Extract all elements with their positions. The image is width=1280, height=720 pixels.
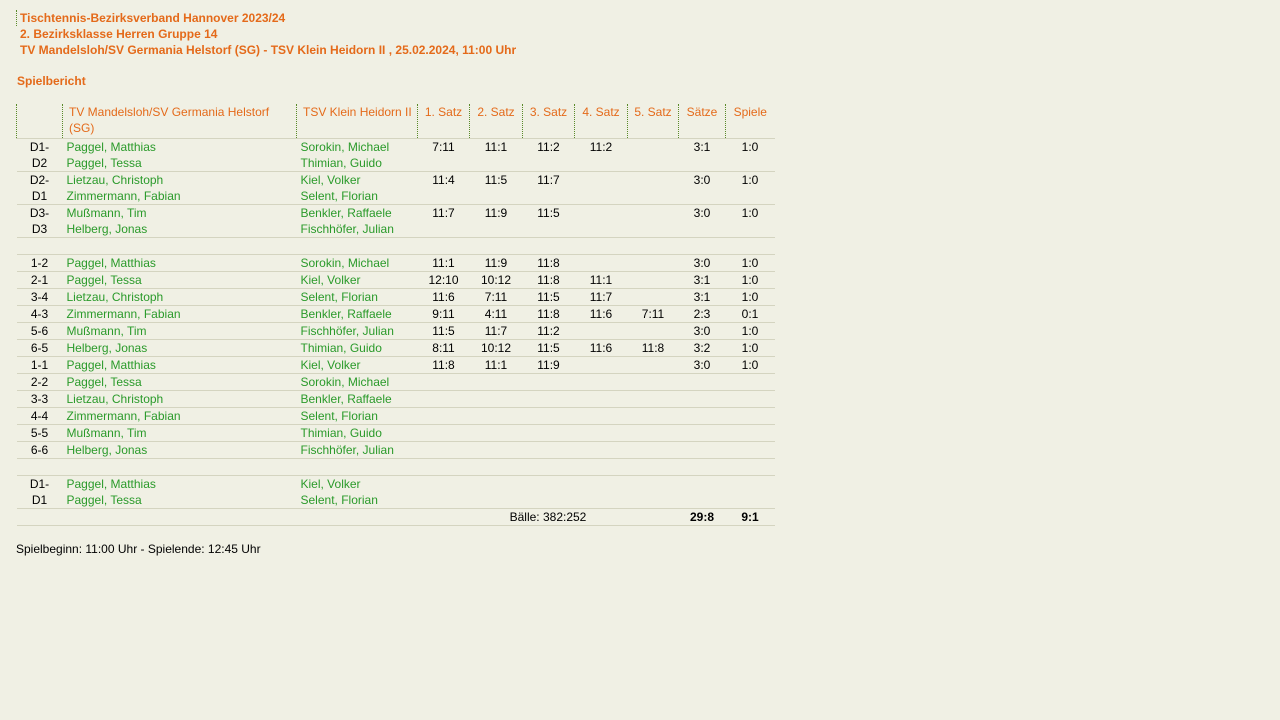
away-player: Sorokin, Michael	[297, 139, 418, 156]
set-score: 12:10	[418, 272, 470, 289]
match-number: D2	[31, 156, 48, 170]
empty-cell	[628, 188, 679, 205]
singles-row	[17, 391, 775, 408]
empty-cell	[628, 492, 679, 509]
empty-cell	[418, 221, 470, 238]
empty-cell	[628, 221, 679, 238]
set-score	[575, 408, 628, 425]
empty-cell	[575, 492, 628, 509]
match-number: 3-3	[17, 391, 63, 408]
set-score: 11:5	[523, 289, 575, 306]
col-set3-header: 3. Satz	[523, 104, 575, 139]
set-score: 9:11	[418, 306, 470, 323]
set-score	[575, 442, 628, 459]
match-result: 1:0	[726, 340, 775, 357]
home-player: Lietzau, Christoph	[63, 391, 297, 408]
doubles-row	[17, 205, 775, 222]
empty-cell	[575, 221, 628, 238]
match-number: D3	[31, 222, 48, 236]
match-result: 1:0	[726, 255, 775, 272]
col-set2-header: 2. Satz	[470, 104, 523, 139]
away-player: Selent, Florian	[300, 493, 378, 507]
away-player: Kiel, Volker	[297, 476, 418, 493]
league-title: 2. Bezirksklasse Herren Gruppe 14	[20, 27, 218, 41]
set-score: 8:11	[418, 340, 470, 357]
away-player: Kiel, Volker	[297, 172, 418, 189]
singles-row	[17, 425, 775, 442]
set-score: 7:11	[628, 306, 679, 323]
empty-cell	[17, 509, 63, 526]
set-score: 11:9	[523, 357, 575, 374]
sets-result: 3:0	[679, 255, 726, 272]
match-number: D1	[31, 189, 48, 203]
set-score	[628, 425, 679, 442]
match-result: 0:1	[726, 306, 775, 323]
set-score	[575, 476, 628, 493]
set-score: 11:6	[575, 340, 628, 357]
empty-cell	[726, 155, 775, 172]
set-score: 11:2	[523, 139, 575, 156]
set-score: 7:11	[470, 289, 523, 306]
match-result: 1:0	[726, 357, 775, 374]
set-score	[470, 425, 523, 442]
matches-total: 9:1	[726, 509, 775, 526]
set-score: 11:1	[470, 139, 523, 156]
set-score: 11:7	[575, 289, 628, 306]
set-score: 11:6	[575, 306, 628, 323]
set-score: 11:2	[575, 139, 628, 156]
set-score: 4:11	[470, 306, 523, 323]
away-player: Benkler, Raffaele	[297, 391, 418, 408]
set-score: 11:7	[418, 205, 470, 222]
set-score	[628, 323, 679, 340]
empty-cell	[523, 188, 575, 205]
home-player: Mußmann, Tim	[63, 205, 297, 222]
set-score: 11:4	[418, 172, 470, 189]
match-report-table	[16, 104, 775, 526]
away-player: Selent, Florian	[300, 189, 378, 203]
empty-cell	[470, 188, 523, 205]
singles-row	[17, 272, 775, 289]
set-score	[523, 425, 575, 442]
away-player: Benkler, Raffaele	[297, 205, 418, 222]
set-score	[628, 272, 679, 289]
set-score	[575, 391, 628, 408]
home-player: Lietzau, Christoph	[63, 172, 297, 189]
match-result: 1:0	[726, 323, 775, 340]
home-player: Mußmann, Tim	[63, 425, 297, 442]
sets-result: 3:1	[679, 289, 726, 306]
match-number: 2-1	[17, 272, 63, 289]
doubles-row-partner	[17, 155, 775, 172]
set-score	[470, 408, 523, 425]
empty-cell	[726, 492, 775, 509]
match-number: 1-1	[17, 357, 63, 374]
sets-result: 2:3	[679, 306, 726, 323]
set-score: 11:7	[523, 172, 575, 189]
set-score: 11:5	[523, 340, 575, 357]
sets-total: 29:8	[679, 509, 726, 526]
doubles-row	[17, 476, 775, 493]
set-score	[470, 374, 523, 391]
sets-result: 3:0	[679, 323, 726, 340]
sets-result	[679, 391, 726, 408]
set-score	[628, 357, 679, 374]
match-result: 1:0	[726, 272, 775, 289]
home-player: Paggel, Tessa	[66, 156, 142, 170]
set-score	[628, 139, 679, 156]
away-player: Kiel, Volker	[297, 272, 418, 289]
set-score	[575, 255, 628, 272]
match-number: 6-5	[17, 340, 63, 357]
away-player: Fischhöfer, Julian	[297, 442, 418, 459]
empty-cell	[679, 492, 726, 509]
set-score	[628, 476, 679, 493]
set-score	[575, 425, 628, 442]
match-number: D1-	[17, 139, 63, 156]
doubles-row	[17, 172, 775, 189]
set-score	[523, 391, 575, 408]
spacer-row	[17, 238, 775, 255]
set-score	[575, 374, 628, 391]
empty-cell	[470, 221, 523, 238]
sets-result	[679, 442, 726, 459]
match-number: D1-	[17, 476, 63, 493]
match-title: TV Mandelsloh/SV Germania Helstorf (SG) - TSV Klein Heidorn II , 25.02.2024, 11:00 Uhr	[20, 43, 517, 57]
empty-cell	[470, 492, 523, 509]
empty-cell	[679, 155, 726, 172]
col-set5-header: 5. Satz	[628, 104, 679, 139]
match-number: 6-6	[17, 442, 63, 459]
home-player: Paggel, Matthias	[63, 357, 297, 374]
empty-cell	[575, 188, 628, 205]
match-rows	[17, 139, 775, 526]
empty-cell	[679, 221, 726, 238]
empty-cell	[679, 188, 726, 205]
away-player: Thimian, Guido	[297, 425, 418, 442]
set-score	[628, 255, 679, 272]
sets-result: 3:0	[679, 357, 726, 374]
home-player: Helberg, Jonas	[63, 442, 297, 459]
empty-cell	[297, 509, 418, 526]
set-score	[470, 391, 523, 408]
set-score	[418, 374, 470, 391]
col-home-header: TV Mandelsloh/SV Germania Helstorf (SG)	[63, 104, 297, 139]
section-title: Spielbericht	[17, 74, 86, 88]
match-number: 4-3	[17, 306, 63, 323]
set-score: 11:8	[523, 306, 575, 323]
sets-result: 3:1	[679, 272, 726, 289]
match-result	[726, 425, 775, 442]
sets-result	[679, 374, 726, 391]
col-no-header	[17, 104, 63, 139]
away-player: Selent, Florian	[297, 289, 418, 306]
association-title: Tischtennis-Bezirksverband Hannover 2023/24	[16, 10, 516, 26]
singles-row	[17, 289, 775, 306]
empty-cell	[523, 221, 575, 238]
empty-cell	[523, 155, 575, 172]
set-score: 11:2	[523, 323, 575, 340]
home-player: Helberg, Jonas	[66, 222, 148, 236]
empty-cell	[418, 492, 470, 509]
set-score: 11:1	[575, 272, 628, 289]
sets-result: 3:2	[679, 340, 726, 357]
set-score: 11:1	[418, 255, 470, 272]
match-result	[726, 374, 775, 391]
set-score	[628, 172, 679, 189]
set-score	[628, 205, 679, 222]
home-player: Zimmermann, Fabian	[66, 189, 181, 203]
set-score	[575, 323, 628, 340]
sets-result	[679, 425, 726, 442]
empty-cell	[575, 155, 628, 172]
home-player: Paggel, Matthias	[63, 476, 297, 493]
match-result: 1:0	[726, 172, 775, 189]
spacer-row	[17, 459, 775, 476]
singles-row	[17, 323, 775, 340]
away-player: Selent, Florian	[297, 408, 418, 425]
away-player: Sorokin, Michael	[297, 255, 418, 272]
set-score	[470, 442, 523, 459]
match-number: 2-2	[17, 374, 63, 391]
home-player: Helberg, Jonas	[63, 340, 297, 357]
set-score	[523, 408, 575, 425]
col-spiele-header: Spiele	[726, 104, 775, 139]
home-player: Paggel, Matthias	[63, 255, 297, 272]
away-player: Fischhöfer, Julian	[300, 222, 394, 236]
set-score: 11:5	[418, 323, 470, 340]
away-player: Kiel, Volker	[297, 357, 418, 374]
col-away-header: TSV Klein Heidorn II	[297, 104, 418, 139]
set-score	[523, 442, 575, 459]
away-player: Thimian, Guido	[300, 156, 382, 170]
empty-cell	[470, 155, 523, 172]
totals-row	[17, 509, 775, 526]
away-player: Thimian, Guido	[297, 340, 418, 357]
match-times: Spielbeginn: 11:00 Uhr - Spielende: 12:45 Uhr	[16, 542, 261, 556]
empty-cell	[63, 509, 297, 526]
match-result	[726, 408, 775, 425]
doubles-row-partner	[17, 492, 775, 509]
match-number: D3-	[17, 205, 63, 222]
set-score	[628, 289, 679, 306]
empty-cell	[726, 188, 775, 205]
empty-cell	[418, 188, 470, 205]
set-score: 10:12	[470, 340, 523, 357]
away-player: Benkler, Raffaele	[297, 306, 418, 323]
col-saetze-header: Sätze	[679, 104, 726, 139]
set-score: 11:9	[470, 255, 523, 272]
empty-cell	[418, 155, 470, 172]
sets-result: 3:0	[679, 205, 726, 222]
doubles-row	[17, 139, 775, 156]
match-number: 4-4	[17, 408, 63, 425]
away-player: Fischhöfer, Julian	[297, 323, 418, 340]
home-player: Zimmermann, Fabian	[63, 306, 297, 323]
set-score	[628, 408, 679, 425]
set-score	[418, 425, 470, 442]
set-score: 11:8	[523, 272, 575, 289]
empty-cell	[523, 492, 575, 509]
set-score	[575, 357, 628, 374]
sets-result: 3:1	[679, 139, 726, 156]
set-score	[418, 442, 470, 459]
set-score: 11:7	[470, 323, 523, 340]
match-number: 1-2	[17, 255, 63, 272]
empty-cell	[628, 155, 679, 172]
spacer-cell	[17, 459, 775, 476]
match-result	[726, 476, 775, 493]
set-score	[418, 391, 470, 408]
home-player: Paggel, Matthias	[63, 139, 297, 156]
match-result	[726, 391, 775, 408]
match-number: 3-4	[17, 289, 63, 306]
balls-total: Bälle: 382:252	[418, 509, 679, 526]
set-score: 10:12	[470, 272, 523, 289]
singles-row	[17, 357, 775, 374]
doubles-row-partner	[17, 188, 775, 205]
set-score	[523, 476, 575, 493]
home-player: Lietzau, Christoph	[63, 289, 297, 306]
sets-result: 3:0	[679, 172, 726, 189]
away-player: Sorokin, Michael	[297, 374, 418, 391]
set-score	[470, 476, 523, 493]
match-result: 1:0	[726, 205, 775, 222]
set-score: 11:9	[470, 205, 523, 222]
set-score	[418, 408, 470, 425]
match-number: 5-5	[17, 425, 63, 442]
singles-row	[17, 374, 775, 391]
set-score: 11:8	[523, 255, 575, 272]
singles-row	[17, 306, 775, 323]
spacer-cell	[17, 238, 775, 255]
report-header	[16, 10, 516, 58]
match-number: D2-	[17, 172, 63, 189]
set-score: 11:8	[418, 357, 470, 374]
set-score	[575, 172, 628, 189]
match-result: 1:0	[726, 289, 775, 306]
set-score	[628, 442, 679, 459]
set-score	[523, 374, 575, 391]
home-player: Mußmann, Tim	[63, 323, 297, 340]
set-score: 11:8	[628, 340, 679, 357]
set-score	[418, 476, 470, 493]
sets-result	[679, 476, 726, 493]
set-score: 11:5	[523, 205, 575, 222]
sets-result	[679, 408, 726, 425]
header-row	[17, 104, 775, 139]
set-score	[628, 391, 679, 408]
set-score: 7:11	[418, 139, 470, 156]
col-set1-header: 1. Satz	[418, 104, 470, 139]
col-set4-header: 4. Satz	[575, 104, 628, 139]
home-player: Paggel, Tessa	[63, 374, 297, 391]
match-result	[726, 442, 775, 459]
set-score: 11:6	[418, 289, 470, 306]
empty-cell	[726, 221, 775, 238]
home-player: Paggel, Tessa	[63, 272, 297, 289]
doubles-row-partner	[17, 221, 775, 238]
singles-row	[17, 408, 775, 425]
set-score	[575, 205, 628, 222]
singles-row	[17, 442, 775, 459]
set-score	[628, 374, 679, 391]
home-player: Zimmermann, Fabian	[63, 408, 297, 425]
singles-row	[17, 340, 775, 357]
singles-row	[17, 255, 775, 272]
home-player: Paggel, Tessa	[66, 493, 142, 507]
match-number: D1	[31, 493, 48, 507]
match-number: 5-6	[17, 323, 63, 340]
set-score: 11:5	[470, 172, 523, 189]
set-score: 11:1	[470, 357, 523, 374]
match-result: 1:0	[726, 139, 775, 156]
